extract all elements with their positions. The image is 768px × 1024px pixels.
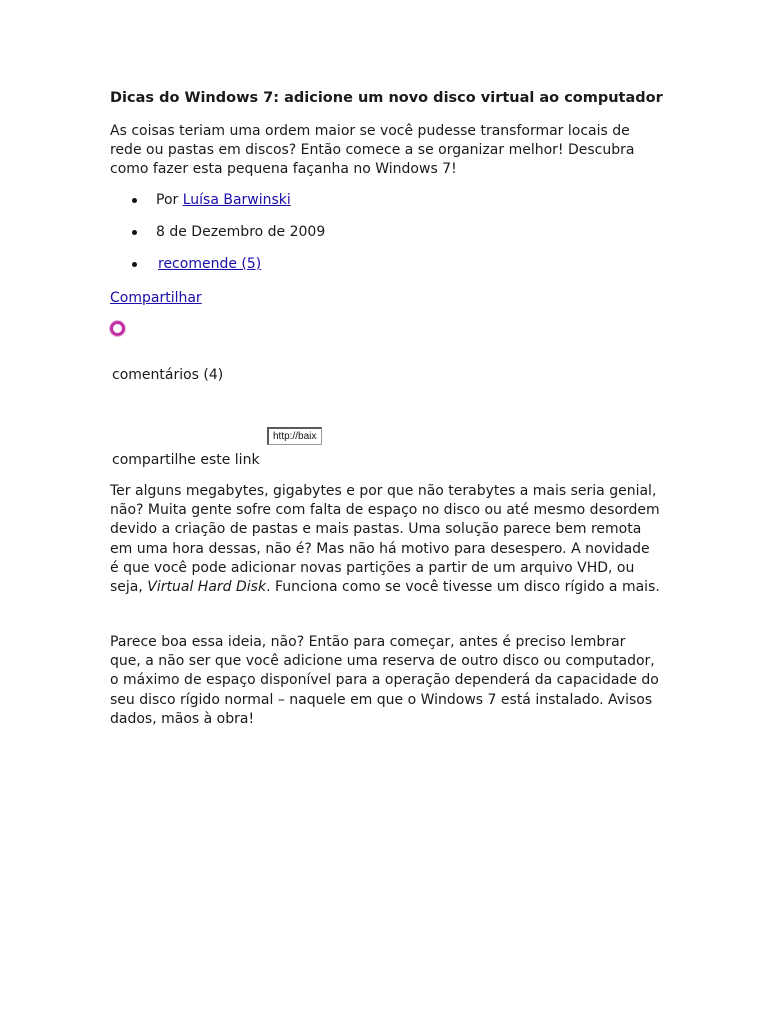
article-meta-list xyxy=(110,191,325,287)
body-paragraph-1 xyxy=(110,482,660,597)
share-url-field[interactable] xyxy=(267,427,322,445)
share-this-link-row xyxy=(112,426,342,470)
orkut-ring-icon[interactable] xyxy=(110,321,125,336)
author-prefix: Por xyxy=(156,192,179,208)
bullet-icon xyxy=(132,198,137,203)
recommend-link[interactable]: recomende (5) xyxy=(158,256,262,272)
meta-date-item xyxy=(110,223,325,255)
publish-date: 8 de Dezembro de 2009 xyxy=(156,224,326,240)
article-title: Dicas do Windows 7: adicione um novo disco virtual ao computador xyxy=(110,90,663,106)
author-link[interactable]: Luísa Barwinski xyxy=(182,192,291,208)
meta-author-item xyxy=(110,191,325,223)
article-lead: As coisas teriam uma ordem maior se você pudesse transformar locais de rede ou pastas em discos? Então comece a se organizar melhor! Descubra como fazer esta pequena façanha no Windows 7! xyxy=(110,123,635,177)
p1-text-start: Ter alguns megabytes, gigabytes e por que não terabytes a mais seria genial, não? Muita gente sofre com falta de espaço no disco ou até mesmo desordem devido a criação de pastas e mais pastas. Uma solução parece bem remota em uma hora dessas, não é? Mas não há motivo para desespero. A novidade é que você pode adicionar novas partições a partir de um arquivo VHD, ou seja, xyxy=(110,483,660,596)
p1-text-end: . Funciona como se você tivesse um disco rígido a mais. xyxy=(266,579,660,596)
comments-count[interactable]: comentários (4) xyxy=(112,367,224,383)
bullet-icon xyxy=(132,262,137,267)
share-link[interactable]: Compartilhar xyxy=(110,290,202,306)
body-paragraph-2: Parece boa essa ideia, não? Então para começar, antes é preciso lembrar que, a não ser que você adicione uma reserva de outro disco ou computador, o máximo de espaço disponível para a operação dependerá da capacidade do seu disco rígido normal – naquele em que o Windows 7 está instalado. Avisos dados, mãos à obra! xyxy=(110,634,659,727)
bullet-icon xyxy=(132,230,137,235)
meta-recommend-item xyxy=(110,255,325,287)
p1-italic-term: Virtual Hard Disk xyxy=(147,579,267,596)
share-this-link-label: compartilhe este link xyxy=(112,452,260,468)
